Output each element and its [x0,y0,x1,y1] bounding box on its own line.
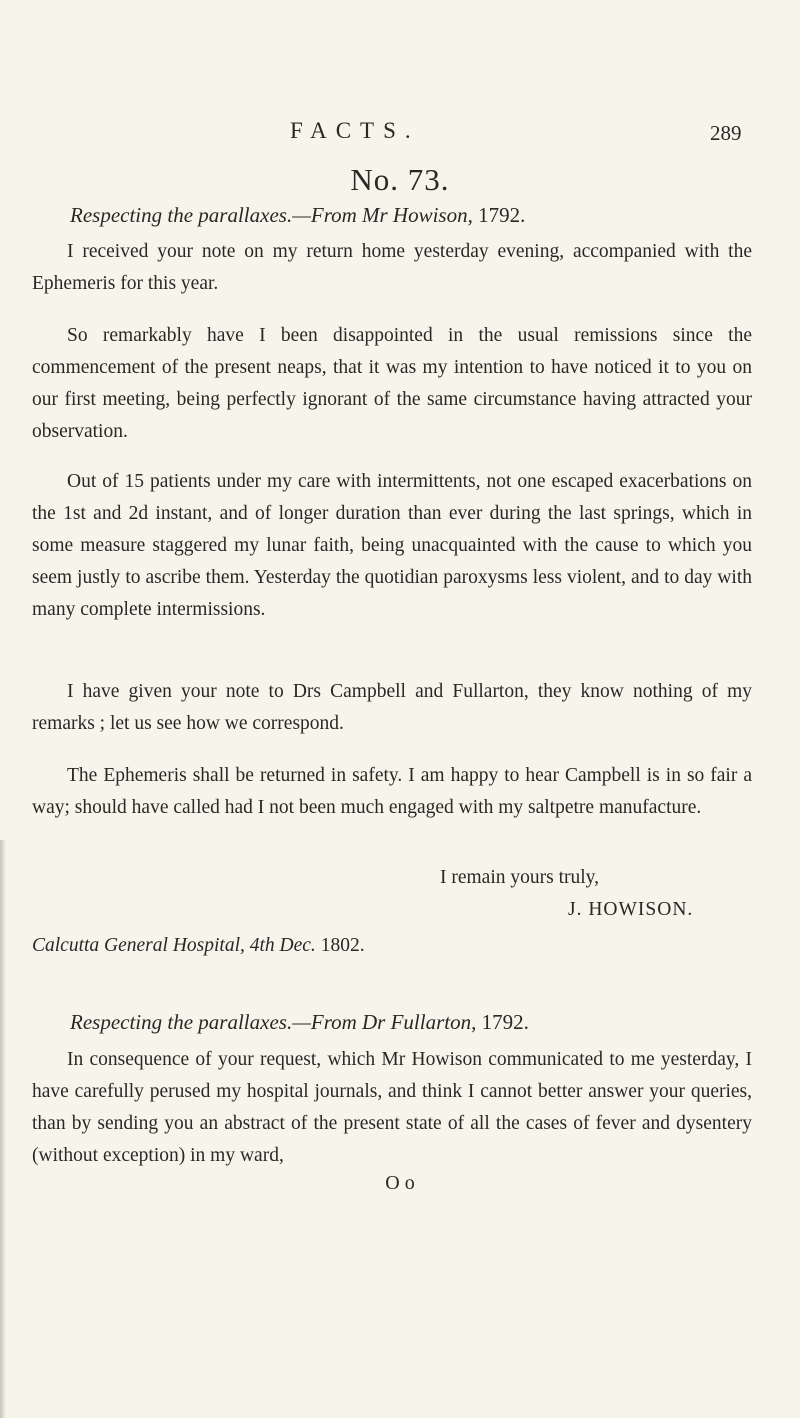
letter1-closing: I remain yours truly, [440,867,600,888]
letter1-paragraph-1: I received your note on my return home yesterday evening, accompanied with the Ephemeris for this year. [32,241,752,294]
letter2-heading-subject: Respecting the parallaxes. [70,1010,293,1034]
signature-mark: O o [385,1172,415,1194]
letter1-paragraph-3: Out of 15 patients under my care with intermittents, not one escaped exacerbations on the 1st and 2d instant, and of longer duration than ever during the last springs, which in some measure staggered my lunar faith, being unacquainted with the cause to which you seem justly to ascribe them. Yesterday the quotidian paroxysms less violent, and to day with many complete intermissions. [32,471,752,620]
running-title: FACTS. [290,118,420,143]
letter1-date-day: 4th Dec. [249,935,316,956]
letter1-signature: J. HOWISON. [568,899,694,920]
letter2-heading [70,1010,529,1035]
letter1-paragraph-4: I have given your note to Drs Campbell and Fullarton, they know nothing of my remarks ; let us see how we correspond. [32,681,752,734]
letter1-place: Calcutta General Hospital, [32,935,245,956]
letter1-heading-subject: Respecting the parallaxes. [70,203,293,227]
letter1-heading [70,203,525,228]
letter1-heading-from: —From Mr Howison, [292,203,473,227]
letter1-dateline [32,935,365,957]
page-number: 289 [710,121,742,145]
letter2-paragraph-1: In consequence of your request, which Mr Howison communicated to me yesterday, I have carefully perused my hospital journals, and think I cannot better answer your queries, than by sending you an abstract of the present state of all the cases of fever and dysentery (without exception) in my ward, [32,1049,752,1166]
letter1-date-year: 1802. [320,935,365,956]
letter1-paragraph-2: So remarkably have I been disappointed in the usual remissions since the commencement of the present neaps, that it was my intention to have noticed it to you on our first meeting, being perfectly ignorant of the same circumstance having attracted your observation. [32,325,752,442]
letter1-paragraph-5: The Ephemeris shall be returned in safety. I am happy to hear Campbell is in so fair a way; should have called had I not been much engaged with my saltpetre manufacture. [32,765,752,818]
letter2-heading-from: —From Dr Fullarton, [292,1010,477,1034]
letter-number: No. 73. [350,162,450,197]
letter2-heading-year: 1792. [481,1010,529,1034]
letter1-heading-year: 1792. [478,203,526,227]
binding-edge-shadow [0,840,6,1418]
